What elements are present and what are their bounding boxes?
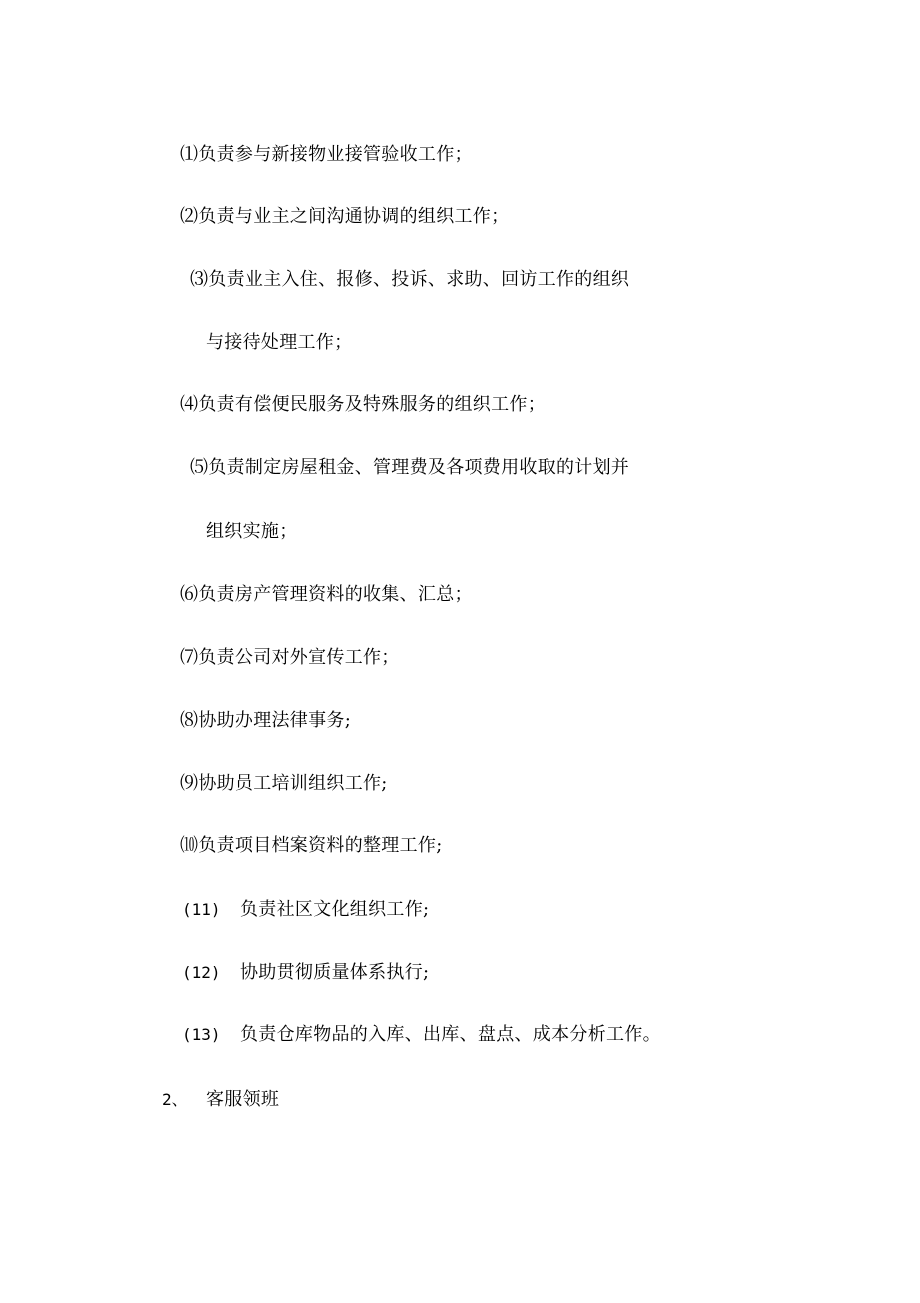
duty-marker: ⑶	[190, 269, 209, 290]
duty-marker: (12)	[182, 963, 221, 982]
duty-item-8	[180, 709, 351, 733]
duty-marker: (11)	[182, 900, 221, 919]
duty-marker: ⑻	[180, 710, 199, 731]
duty-item-5-continuation	[206, 520, 298, 544]
duty-marker: ⑺	[180, 647, 199, 668]
duty-item-6	[180, 583, 473, 607]
duty-text: 负责项目档案资料的整理工作;	[198, 835, 443, 856]
duty-item-1	[180, 143, 473, 167]
duty-item-9	[180, 772, 388, 796]
duty-text: 负责仓库物品的入库、出库、盘点、成本分析工作。	[240, 1024, 661, 1045]
duty-item-4	[180, 393, 546, 417]
duty-marker: ⑴	[180, 144, 199, 165]
duty-text: 协助办理法律事务;	[198, 710, 352, 731]
duty-continuation-text: 组织实施；	[206, 521, 298, 542]
duty-marker: ⑼	[180, 773, 199, 794]
duty-text: 协助员工培训组织工作;	[198, 773, 388, 794]
duty-marker: ⑷	[180, 394, 199, 415]
duty-text: 负责房产管理资料的收集、汇总；	[198, 584, 473, 605]
duty-item-5	[190, 456, 629, 480]
duty-text: 负责参与新接物业接管验收工作；	[198, 144, 473, 165]
duty-text: 负责制定房屋租金、管理费及各项费用收取的计划并	[208, 457, 630, 478]
duty-item-10	[180, 834, 443, 858]
section-title: 客服领班	[206, 1089, 280, 1110]
duty-marker: ⑽	[180, 835, 199, 856]
duty-marker: (13)	[182, 1025, 221, 1044]
duty-item-3	[190, 268, 629, 292]
duty-item-12	[182, 961, 429, 985]
duty-text: 负责公司对外宣传工作；	[198, 647, 400, 668]
duty-item-13	[182, 1023, 661, 1047]
duty-marker: ⑹	[180, 584, 199, 605]
duty-item-11	[182, 898, 429, 922]
duty-item-7	[180, 646, 400, 670]
duty-marker: ⑸	[190, 457, 209, 478]
duty-item-3-continuation	[206, 331, 352, 355]
duty-item-2	[180, 205, 509, 229]
duty-text: 负责业主入住、报修、投诉、求助、回访工作的组织	[208, 269, 630, 290]
duty-text: 协助贯彻质量体系执行;	[240, 962, 430, 983]
duty-text: 负责与业主之间沟通协调的组织工作；	[198, 206, 510, 227]
section-heading	[162, 1088, 279, 1112]
section-number: 2、	[162, 1090, 188, 1109]
duty-continuation-text: 与接待处理工作；	[206, 332, 353, 353]
duty-text: 负责有偿便民服务及特殊服务的组织工作；	[198, 394, 547, 415]
duty-text: 负责社区文化组织工作;	[240, 899, 430, 920]
duty-marker: ⑵	[180, 206, 199, 227]
